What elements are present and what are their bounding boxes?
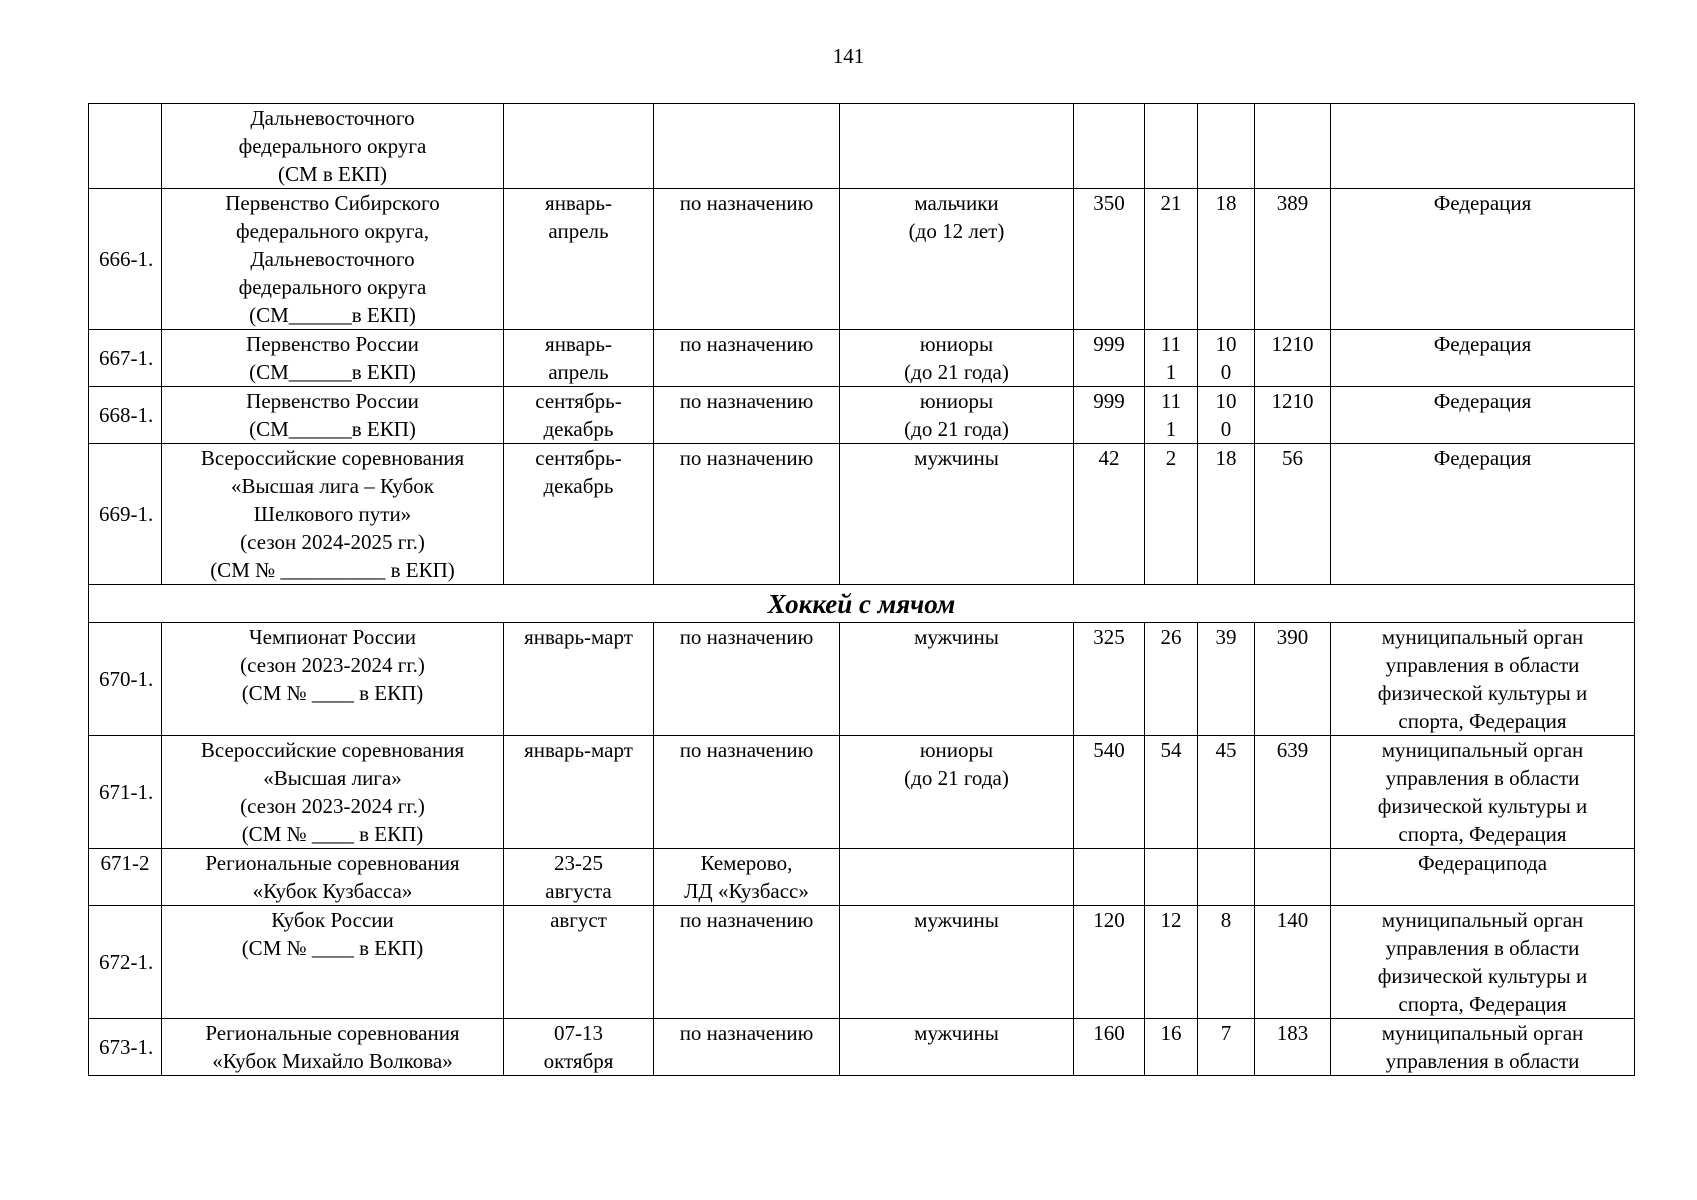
cell-line: муниципальный орган [1381, 1021, 1584, 1045]
count-3-cell [1198, 104, 1255, 189]
cell-line: 42 [1098, 446, 1120, 470]
row-number [89, 104, 162, 189]
group-cell [840, 104, 1074, 189]
place-cell [654, 330, 840, 387]
cell-line: декабрь [543, 417, 614, 441]
cell-line: 21 [1160, 191, 1182, 215]
cell-line: 10 [1215, 389, 1237, 413]
cell-line: Региональные соревнования [205, 851, 460, 875]
count-2-cell [1145, 189, 1198, 330]
dates-cell [504, 623, 654, 736]
cell-line: (СМ______в ЕКП) [249, 360, 416, 384]
cell-line: (до 21 года) [904, 766, 1009, 790]
event-name-cell [162, 104, 504, 189]
cell-line: (до 21 года) [904, 360, 1009, 384]
organizer-cell [1331, 906, 1635, 1019]
cell-line: 639 [1276, 738, 1309, 762]
event-name-cell [162, 330, 504, 387]
cell-line: ЛД «Кузбасс» [684, 879, 809, 903]
count-total-cell [1255, 189, 1331, 330]
events-table-body [89, 104, 1635, 1076]
group-cell [840, 444, 1074, 585]
cell-line: Первенство Сибирского [225, 191, 440, 215]
group-cell [840, 849, 1074, 906]
cell-line: 11 [1160, 389, 1182, 413]
cell-line: юниоры [919, 738, 994, 762]
count-2-cell [1145, 330, 1198, 387]
count-3-cell [1198, 736, 1255, 849]
place-cell [654, 387, 840, 444]
cell-line: Федерация [1433, 389, 1532, 413]
cell-line: сентябрь- [535, 389, 622, 413]
count-1-cell [1074, 906, 1145, 1019]
count-3-cell [1198, 444, 1255, 585]
cell-line: декабрь [543, 474, 614, 498]
cell-line: управления в области [1385, 1049, 1580, 1073]
count-total-cell [1255, 444, 1331, 585]
count-1-cell [1074, 330, 1145, 387]
count-total-cell [1255, 736, 1331, 849]
cell-line: 12 [1160, 908, 1182, 932]
count-total-cell [1255, 1019, 1331, 1076]
cell-line: 389 [1276, 191, 1309, 215]
section-row [89, 585, 1635, 623]
cell-line: 390 [1276, 625, 1309, 649]
table-row [89, 736, 1635, 849]
event-name-cell [162, 189, 504, 330]
cell-line: «Кубок Михайло Волкова» [212, 1049, 453, 1073]
count-3-cell [1198, 189, 1255, 330]
count-2-cell [1145, 736, 1198, 849]
cell-line: (сезон 2023-2024 гг.) [240, 653, 425, 677]
event-name-cell [162, 387, 504, 444]
cell-line: (сезон 2023-2024 гг.) [240, 794, 425, 818]
count-2-cell [1145, 104, 1198, 189]
cell-line: Федераципода [1417, 851, 1548, 875]
cell-line: 183 [1276, 1021, 1309, 1045]
organizer-cell [1331, 623, 1635, 736]
cell-line: Кемерово, [700, 851, 793, 875]
cell-line: Чемпионат России [249, 625, 416, 649]
group-cell [840, 623, 1074, 736]
count-total-cell [1255, 906, 1331, 1019]
dates-cell [504, 444, 654, 585]
cell-line: по назначению [679, 1021, 814, 1045]
cell-line: Региональные соревнования [205, 1021, 460, 1045]
cell-line: 1 [1165, 417, 1177, 441]
cell-line: (СМ № ____ в ЕКП) [241, 936, 424, 960]
cell-line: 140 [1276, 908, 1309, 932]
cell-line: по назначению [679, 332, 814, 356]
group-cell [840, 906, 1074, 1019]
cell-line: 1210 [1271, 389, 1314, 413]
event-name-cell [162, 1019, 504, 1076]
count-total-cell [1255, 849, 1331, 906]
organizer-cell [1331, 330, 1635, 387]
event-name-cell [162, 906, 504, 1019]
group-cell [840, 1019, 1074, 1076]
organizer-cell [1331, 387, 1635, 444]
cell-line: 160 [1093, 1021, 1125, 1045]
place-cell [654, 1019, 840, 1076]
count-total-cell [1255, 330, 1331, 387]
count-1-cell [1074, 736, 1145, 849]
cell-line: 7 [1220, 1021, 1232, 1045]
cell-line: (сезон 2024-2025 гг.) [240, 530, 425, 554]
cell-line: январь- [545, 332, 612, 356]
cell-line: 999 [1093, 332, 1125, 356]
cell-line: федерального округа [238, 275, 427, 299]
table-row [89, 623, 1635, 736]
cell-line: физической культуры и [1377, 681, 1588, 705]
row-number: 673-1. [89, 1019, 162, 1076]
event-name-cell [162, 444, 504, 585]
count-2-cell [1145, 849, 1198, 906]
count-3-cell [1198, 623, 1255, 736]
place-cell [654, 736, 840, 849]
dates-cell [504, 189, 654, 330]
count-1-cell [1074, 444, 1145, 585]
count-1-cell [1074, 387, 1145, 444]
cell-line: мужчины [914, 625, 999, 649]
cell-line: август [550, 908, 607, 932]
cell-line: апрель [548, 360, 609, 384]
table-row [89, 444, 1635, 585]
count-3-cell [1198, 330, 1255, 387]
cell-line: (СМ в ЕКП) [277, 162, 388, 186]
cell-line: Федерация [1433, 191, 1532, 215]
cell-line: 16 [1160, 1021, 1182, 1045]
cell-line: Всероссийские соревнования [200, 446, 465, 470]
cell-line: «Высшая лига – Кубок [230, 474, 435, 498]
cell-line: 39 [1215, 625, 1237, 649]
row-number: 671-1. [89, 736, 162, 849]
cell-line: 18 [1215, 446, 1237, 470]
count-3-cell [1198, 849, 1255, 906]
row-number: 667-1. [89, 330, 162, 387]
event-name-cell [162, 849, 504, 906]
place-cell [654, 849, 840, 906]
cell-line: 11 [1160, 332, 1182, 356]
cell-line: 540 [1093, 738, 1125, 762]
table-row [89, 330, 1635, 387]
dates-cell [504, 330, 654, 387]
cell-line: Федерация [1433, 332, 1532, 356]
cell-line: 45 [1215, 738, 1237, 762]
cell-line: 10 [1215, 332, 1237, 356]
organizer-cell [1331, 189, 1635, 330]
cell-line: муниципальный орган [1381, 908, 1584, 932]
cell-line: 2 [1165, 446, 1177, 470]
count-total-cell [1255, 623, 1331, 736]
cell-line: муниципальный орган [1381, 625, 1584, 649]
dates-cell [504, 736, 654, 849]
table-row [89, 387, 1635, 444]
page-number: 141 [832, 44, 865, 68]
cell-line: физической культуры и [1377, 794, 1588, 818]
cell-line: управления в области [1385, 653, 1580, 677]
count-3-cell [1198, 906, 1255, 1019]
cell-line: 18 [1215, 191, 1237, 215]
cell-line: спорта, Федерация [1398, 992, 1567, 1016]
cell-line: 23-25 [554, 851, 603, 875]
cell-line: 325 [1093, 625, 1125, 649]
cell-line: августа [545, 879, 612, 903]
group-cell [840, 330, 1074, 387]
cell-line: физической культуры и [1377, 964, 1588, 988]
cell-line: по назначению [679, 446, 814, 470]
table-row [89, 189, 1635, 330]
cell-line: мужчины [914, 908, 999, 932]
count-1-cell [1074, 623, 1145, 736]
organizer-cell [1331, 104, 1635, 189]
count-1-cell [1074, 189, 1145, 330]
cell-line: 1 [1165, 360, 1177, 384]
cell-line: спорта, Федерация [1398, 822, 1567, 846]
cell-line: 120 [1093, 908, 1125, 932]
cell-line: 56 [1282, 446, 1303, 470]
cell-line: управления в области [1385, 766, 1580, 790]
cell-line: (СМ______в ЕКП) [249, 417, 416, 441]
cell-line: (СМ № ____ в ЕКП) [241, 681, 424, 705]
cell-line: мужчины [914, 446, 999, 470]
event-name-cell [162, 736, 504, 849]
dates-cell [504, 906, 654, 1019]
cell-line: Федерация [1433, 446, 1532, 470]
cell-line: по назначению [679, 908, 814, 932]
cell-line: «Высшая лига» [263, 766, 402, 790]
count-2-cell [1145, 906, 1198, 1019]
cell-line: федерального округа, [236, 219, 429, 243]
count-3-cell [1198, 1019, 1255, 1076]
dates-cell [504, 104, 654, 189]
cell-line: январь- [545, 191, 612, 215]
cell-line: мужчины [914, 1021, 999, 1045]
organizer-cell [1331, 1019, 1635, 1076]
cell-line: 07-13 [554, 1021, 603, 1045]
place-cell [654, 104, 840, 189]
group-cell [840, 189, 1074, 330]
cell-line: (до 21 года) [904, 417, 1009, 441]
cell-line: январь-март [524, 738, 633, 762]
cell-line: юниоры [919, 332, 994, 356]
row-number: 671-2 [89, 849, 162, 906]
cell-line: Кубок России [271, 908, 394, 932]
count-1-cell [1074, 104, 1145, 189]
cell-line: (до 12 лет) [908, 219, 1005, 243]
cell-line: муниципальный орган [1381, 738, 1584, 762]
group-cell [840, 387, 1074, 444]
table-row [89, 1019, 1635, 1076]
place-cell [654, 189, 840, 330]
organizer-cell [1331, 849, 1635, 906]
cell-line: 1210 [1271, 332, 1314, 356]
event-name-cell [162, 623, 504, 736]
cell-line: сентябрь- [535, 446, 622, 470]
count-2-cell [1145, 444, 1198, 585]
cell-line: 26 [1160, 625, 1182, 649]
count-2-cell [1145, 1019, 1198, 1076]
cell-line: по назначению [679, 738, 814, 762]
table-row [89, 104, 1635, 189]
cell-line: Всероссийские соревнования [200, 738, 465, 762]
place-cell [654, 906, 840, 1019]
count-1-cell [1074, 849, 1145, 906]
count-1-cell [1074, 1019, 1145, 1076]
events-table [88, 103, 1635, 1076]
cell-line: 350 [1093, 191, 1125, 215]
cell-line: юниоры [919, 389, 994, 413]
cell-line: по назначению [679, 389, 814, 413]
group-cell [840, 736, 1074, 849]
cell-line: январь-март [524, 625, 633, 649]
cell-line: Первенство России [246, 332, 419, 356]
cell-line: 0 [1220, 417, 1232, 441]
dates-cell [504, 849, 654, 906]
table-row [89, 906, 1635, 1019]
organizer-cell [1331, 444, 1635, 585]
cell-line: 54 [1160, 738, 1182, 762]
cell-line: управления в области [1385, 936, 1580, 960]
table-row [89, 849, 1635, 906]
cell-line: мальчики [914, 191, 999, 215]
cell-line: по назначению [679, 625, 814, 649]
count-total-cell [1255, 387, 1331, 444]
cell-line: апрель [548, 219, 609, 243]
cell-line: (СМ № ____ в ЕКП) [241, 822, 424, 846]
count-total-cell [1255, 104, 1331, 189]
cell-line: 8 [1220, 908, 1232, 932]
place-cell [654, 623, 840, 736]
count-2-cell [1145, 623, 1198, 736]
cell-line: «Кубок Кузбасса» [252, 879, 413, 903]
cell-line: по назначению [679, 191, 814, 215]
row-number: 670-1. [89, 623, 162, 736]
row-number: 669-1. [89, 444, 162, 585]
dates-cell [504, 1019, 654, 1076]
cell-line: (СМ № __________ в ЕКП) [210, 558, 455, 582]
cell-line: 0 [1220, 360, 1232, 384]
place-cell [654, 444, 840, 585]
cell-line: (СМ______в ЕКП) [249, 303, 416, 327]
cell-line: Дальневосточного [250, 247, 415, 271]
cell-line: Шелкового пути» [253, 502, 412, 526]
cell-line: Первенство России [246, 389, 419, 413]
section-title: Хоккей с мячом [89, 585, 1635, 623]
cell-line: спорта, Федерация [1398, 709, 1567, 733]
row-number: 668-1. [89, 387, 162, 444]
count-3-cell [1198, 387, 1255, 444]
cell-line: федерального округа [238, 134, 427, 158]
row-number: 666-1. [89, 189, 162, 330]
row-number: 672-1. [89, 906, 162, 1019]
cell-line: 999 [1093, 389, 1125, 413]
dates-cell [504, 387, 654, 444]
cell-line: октября [543, 1049, 614, 1073]
cell-line: Дальневосточного [250, 106, 415, 130]
organizer-cell [1331, 736, 1635, 849]
count-2-cell [1145, 387, 1198, 444]
